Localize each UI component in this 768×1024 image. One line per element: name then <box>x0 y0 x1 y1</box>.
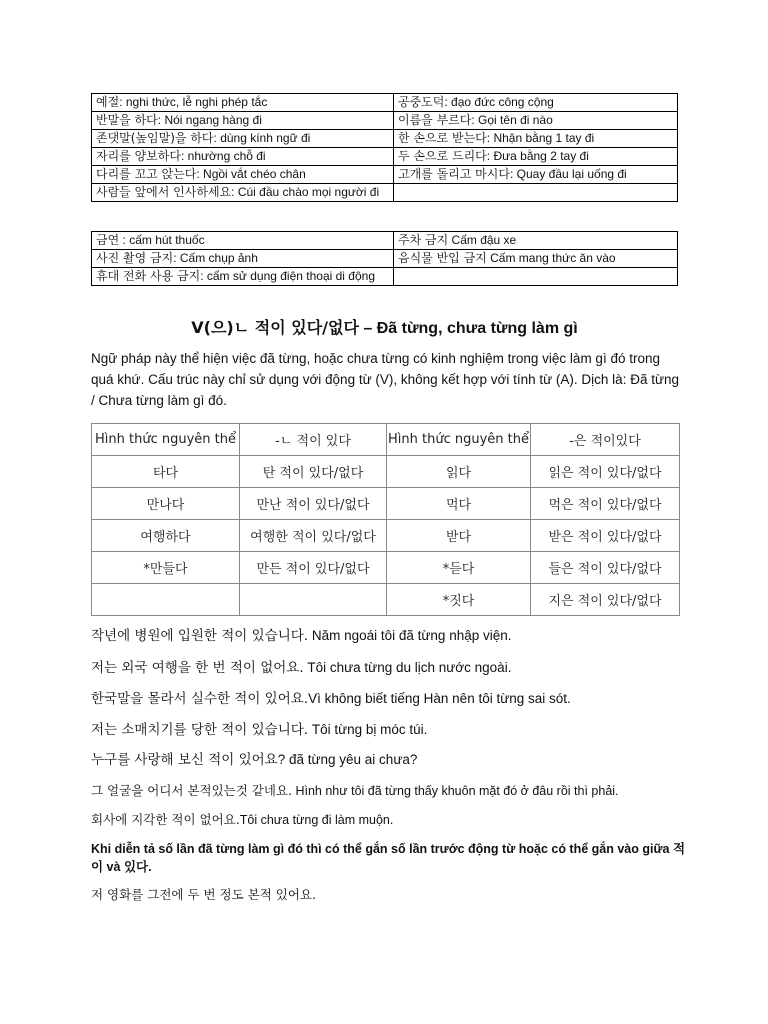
vietnamese-meaning: Cúi đầu chào mọi người đi <box>237 185 380 199</box>
vietnamese-meaning: Đưa bằng 2 tay đi <box>493 149 589 163</box>
vocabulary-table-etiquette <box>91 93 678 202</box>
example-vietnamese: Hình như tôi đã từng thấy khuôn mặt đó ở đâu rồi thì phải. <box>292 784 619 798</box>
example-korean: 누구를 사랑해 보신 적이 있어요 <box>91 752 278 768</box>
korean-term: 존댓말(높임말)을 하다 <box>96 131 214 145</box>
korean-term: 휴대 전화 사용 금지 <box>96 269 201 283</box>
table-row <box>92 488 680 520</box>
vietnamese-meaning: Quay đầu lại uống đi <box>516 167 627 181</box>
table-row <box>92 232 678 250</box>
table-cell <box>92 250 394 268</box>
table-cell: 들은 적이 있다/없다 <box>531 552 680 584</box>
vietnamese-meaning: Nói ngang hàng đi <box>164 113 262 127</box>
separator: : <box>173 251 180 265</box>
vietnamese-meaning: nghi thức, lễ nghi phép tắc <box>125 95 268 109</box>
table-cell: 타다 <box>92 456 240 488</box>
table-cell: 자리를 양보하다: nhường chỗ đi <box>92 148 394 166</box>
grammar-title: V(으)ㄴ 적이 있다/없다 – Đã từng, chưa từng làm gì <box>191 318 578 337</box>
table-cell: 만든 적이 있다/없다 <box>240 552 387 584</box>
korean-term: 음식물 반입 금지 <box>398 251 487 265</box>
korean-term: 주차 금지 <box>398 233 449 247</box>
table-cell: *만들다 <box>92 552 240 584</box>
note-keyword: 적이 <box>91 841 686 874</box>
vietnamese-meaning: đạo đức công cộng <box>451 95 554 109</box>
table-row <box>92 184 678 202</box>
table-cell <box>394 232 678 250</box>
table-row <box>92 250 678 268</box>
table-cell: 여행한 적이 있다/없다 <box>240 520 387 552</box>
table-row <box>92 552 680 584</box>
vietnamese-meaning: Cấm mang thức ăn vào <box>490 251 616 265</box>
table-cell: 먹은 적이 있다/없다 <box>531 488 680 520</box>
korean-term: 다리를 꼬고 앉는다 <box>96 167 197 181</box>
korean-term: 금연 <box>96 233 120 247</box>
table-row <box>92 166 678 184</box>
table-cell <box>92 268 394 286</box>
table-cell: 만나다 <box>92 488 240 520</box>
table-cell: 공중도덕: đạo đức công cộng <box>394 94 678 112</box>
vietnamese-meaning: nhường chỗ đi <box>187 149 266 163</box>
grammar-intro: Ngữ pháp này thể hiện việc đã từng, hoặc chưa từng có kinh nghiệm trong việc làm gì đó trong quá khứ. Cấu trúc này chỉ sử dụng với động từ (V), không kết hợp với tính từ (A). Dịch là: Đã từng / Chưa từng làm gì đó. <box>91 351 680 408</box>
example-vietnamese: Tôi chưa từng đi làm muộn. <box>239 813 394 827</box>
korean-term: 예절 <box>96 95 120 109</box>
table-cell: 만난 적이 있다/없다 <box>240 488 387 520</box>
korean-term: 공중도덕 <box>398 95 445 109</box>
vocabulary-table-prohibitions <box>91 231 678 286</box>
korean-term: 사람들 앞에서 인사하세요 <box>96 185 232 199</box>
vietnamese-meaning: cấm hút thuốc <box>129 233 205 247</box>
table-cell: 예절: nghi thức, lễ nghi phép tắc <box>92 94 394 112</box>
table-cell: 이름을 부르다: Gọi tên đi nào <box>394 112 678 130</box>
table-cell <box>240 584 387 616</box>
example-sentence <box>91 782 691 800</box>
note-conjunction: và <box>103 860 124 874</box>
table-cell: 고개를 돌리고 마시다: Quay đầu lại uống đi <box>394 166 678 184</box>
table-cell <box>92 232 394 250</box>
vietnamese-meaning: dùng kính ngữ đi <box>220 131 311 145</box>
table-cell: 사람들 앞에서 인사하세요: Cúi đầu chào mọi người đi <box>92 184 394 202</box>
example-sentence <box>91 659 691 677</box>
korean-term: 자리를 양보하다 <box>96 149 181 163</box>
example-sentence <box>91 627 691 645</box>
table-cell-empty <box>394 268 678 286</box>
grammar-pattern: V(으)ㄴ 적이 있다/없다 <box>191 318 359 337</box>
table-cell-empty <box>394 184 678 202</box>
vietnamese-meaning: Gọi tên đi nào <box>478 113 553 127</box>
table-cell: 반말을 하다: Nói ngang hàng đi <box>92 112 394 130</box>
vietnamese-meaning: cấm sử dụng điện thoại di động <box>206 269 376 283</box>
example-vietnamese: Tôi từng bị móc túi. <box>308 722 428 737</box>
table-cell: 두 손으로 드리다: Đưa bằng 2 tay đi <box>394 148 678 166</box>
table-cell: *짓다 <box>387 584 531 616</box>
table-row <box>92 148 678 166</box>
vietnamese-meaning: Nhận bằng 1 tay đi <box>493 131 595 145</box>
korean-term: 두 손으로 드리다 <box>398 149 487 163</box>
conjugation-table <box>91 423 680 616</box>
grammar-meaning: Đã từng, chưa từng làm gì <box>376 320 578 337</box>
korean-term: 반말을 하다 <box>96 113 158 127</box>
table-row <box>92 584 680 616</box>
separator: : <box>119 233 130 247</box>
korean-term: 이름을 부르다 <box>398 113 472 127</box>
example-korean: 그 얼굴을 어디서 본적있는것 같네요. <box>91 783 292 798</box>
korean-term: 한 손으로 받는다 <box>398 131 487 145</box>
column-header: -은 적이있다 <box>531 424 680 456</box>
example-sentence <box>91 811 691 829</box>
example-vietnamese: Vì không biết tiếng Hàn nên tôi từng sai sót. <box>308 691 571 706</box>
example-korean: 저는 소매치기를 당한 적이 있습니다. <box>91 722 309 738</box>
note-end: . <box>148 860 152 874</box>
table-cell <box>92 584 240 616</box>
usage-note <box>91 840 691 876</box>
table-cell: 읽은 적이 있다/없다 <box>531 456 680 488</box>
table-row <box>92 130 678 148</box>
korean-term: 고개를 돌리고 마시다 <box>398 167 510 181</box>
table-cell: 받다 <box>387 520 531 552</box>
table-cell: 읽다 <box>387 456 531 488</box>
note-text: Khi diễn tả số lần đã từng làm gì đó thì có thể gắn số lần trước động từ hoặc có thể gắn vào giữa <box>91 842 673 856</box>
example-vietnamese: Năm ngoái tôi đã từng nhập viện. <box>308 628 512 643</box>
separator: : <box>200 269 207 283</box>
example-vietnamese: Tôi chưa từng du lịch nước ngoài. <box>303 660 512 675</box>
column-header: Hình thức nguyên thể <box>92 424 240 456</box>
example-korean: 저는 외국 여행을 한 번 적이 없어요. <box>91 660 304 676</box>
table-cell: 존댓말(높임말)을 하다: dùng kính ngữ đi <box>92 130 394 148</box>
vietnamese-meaning: Cấm chụp ảnh <box>179 251 258 265</box>
example-vietnamese: ? đã từng yêu ai chưa? <box>277 752 418 767</box>
table-cell: 지은 적이 있다/없다 <box>531 584 680 616</box>
table-cell: 먹다 <box>387 488 531 520</box>
korean-term: 사진 촬영 금지 <box>96 251 174 265</box>
example-sentence <box>91 690 691 708</box>
table-cell: 탄 적이 있다/없다 <box>240 456 387 488</box>
example-korean: 저 영화를 그전에 두 번 정도 본적 있어요. <box>91 887 316 902</box>
note-keyword: 있다 <box>123 859 149 874</box>
example-sentence <box>91 721 691 739</box>
table-cell: 여행하다 <box>92 520 240 552</box>
vietnamese-meaning: Cấm đậu xe <box>451 233 517 247</box>
table-cell <box>394 250 678 268</box>
table-cell: 다리를 꼬고 앉는다: Ngồi vắt chéo chân <box>92 166 394 184</box>
column-header: -ㄴ 적이 있다 <box>240 424 387 456</box>
table-row <box>92 94 678 112</box>
table-cell: 받은 적이 있다/없다 <box>531 520 680 552</box>
table-row <box>92 520 680 552</box>
example-sentence <box>91 751 691 769</box>
vietnamese-meaning: Ngồi vắt chéo chân <box>203 167 306 181</box>
table-row <box>92 112 678 130</box>
example-sentence <box>91 886 691 904</box>
example-korean: 회사에 지각한 적이 없어요. <box>91 812 240 827</box>
table-row <box>92 456 680 488</box>
table-header-row <box>92 424 680 456</box>
table-row <box>92 268 678 286</box>
example-korean: 한국말을 몰라서 실수한 적이 있어요. <box>91 691 309 707</box>
table-cell: 한 손으로 받는다: Nhận bằng 1 tay đi <box>394 130 678 148</box>
example-korean: 작년에 병원에 입원한 적이 있습니다. <box>91 628 309 644</box>
column-header: Hình thức nguyên thể <box>387 424 531 456</box>
table-cell: *듣다 <box>387 552 531 584</box>
